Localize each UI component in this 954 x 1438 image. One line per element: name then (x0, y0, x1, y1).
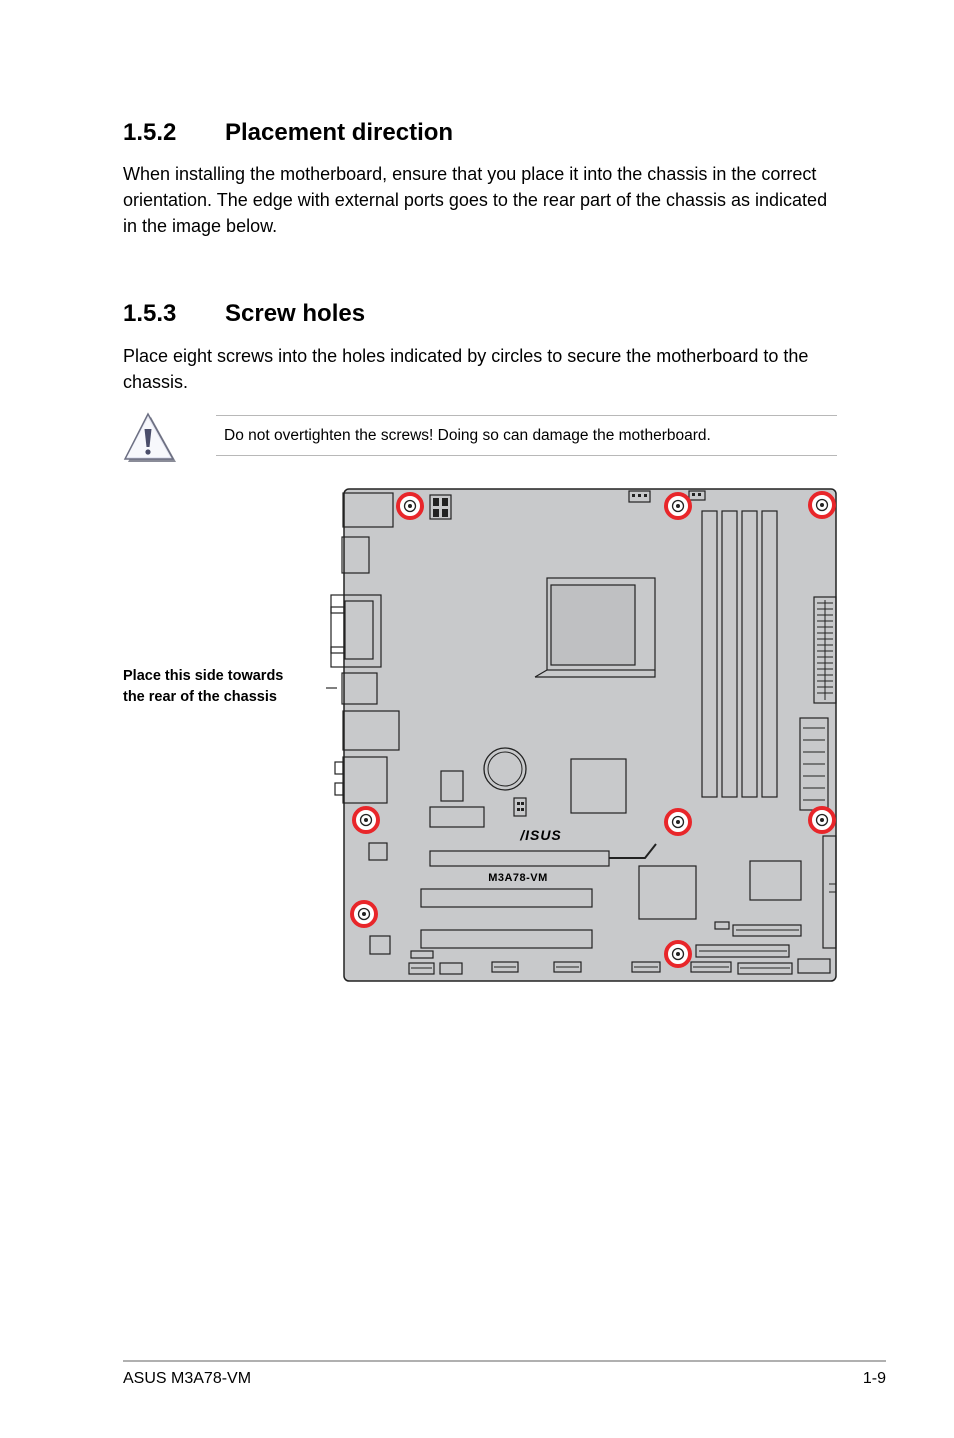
screw-hole (398, 494, 422, 518)
screw-hole (666, 494, 690, 518)
note-text: Do not overtighten the screws! Doing so can damage the motherboard. (224, 427, 711, 444)
section-body: Place eight screws into the holes indicated by circles to secure the motherboard to the chassis. (123, 346, 809, 392)
motherboard-diagram (326, 482, 842, 988)
warning-icon (122, 412, 178, 464)
note-bottom-rule (216, 455, 837, 456)
rear-side-label-line2: the rear of the chassis (123, 688, 277, 705)
rear-side-label (123, 666, 323, 707)
note-top-rule (216, 415, 837, 416)
screw-hole (810, 493, 834, 517)
section-title: Placement direction (225, 119, 454, 146)
section-body: When installing the motherboard, ensure that you place it into the chassis in the correct orientation. The edge with external ports goes to the rear part of the chassis as indicated in the image below. (123, 164, 828, 236)
screw-hole (810, 808, 834, 832)
screw-hole (666, 810, 690, 834)
screw-hole (354, 808, 378, 832)
footer-page-number: 1-9 (862, 1370, 886, 1387)
section-number: 1.5.3 (123, 300, 177, 327)
brand-label: /ISUS (520, 827, 562, 843)
footer-product: ASUS M3A78-VM (123, 1370, 252, 1387)
section-title: Screw holes (225, 300, 366, 327)
footer-rule (123, 1360, 886, 1362)
section-number: 1.5.2 (123, 119, 177, 146)
screw-hole (666, 942, 690, 966)
rear-side-label-line1: Place this side towards (123, 668, 284, 684)
board-model-label: M3A78-VM (488, 872, 548, 884)
screw-hole (352, 902, 376, 926)
